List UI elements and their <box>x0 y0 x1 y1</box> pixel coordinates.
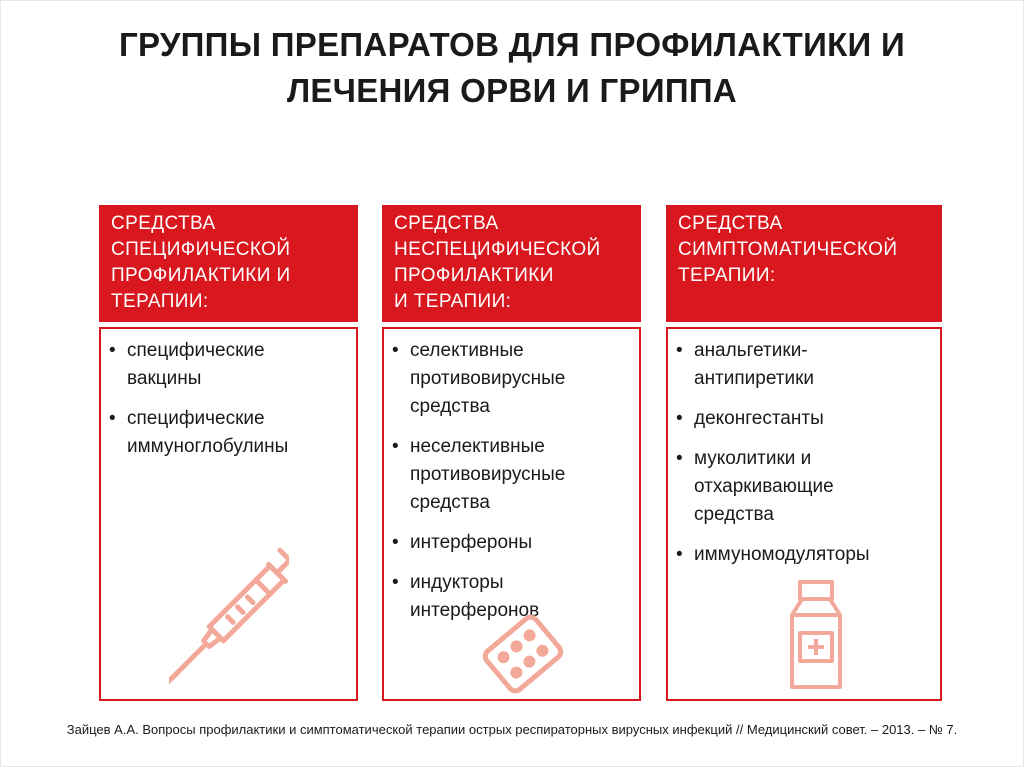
column-symptomatic-therapy <box>666 205 942 565</box>
item-line: средства <box>410 492 490 513</box>
list-item <box>390 529 631 557</box>
item-line: средства <box>410 396 490 417</box>
title-line-2: ЛЕЧЕНИЯ ОРВИ И ГРИППА <box>286 72 738 109</box>
medicine-bottle-icon <box>786 579 846 693</box>
column-body <box>666 327 942 701</box>
list-item <box>390 337 631 421</box>
list-item <box>674 445 932 529</box>
column-header <box>99 205 358 322</box>
list-item <box>674 405 932 433</box>
header-line: ПРОФИЛАКТИКИ <box>394 265 554 286</box>
item-line: средства <box>694 504 774 525</box>
item-line: антипиретики <box>694 368 815 389</box>
page-title <box>40 22 984 114</box>
header-line: ТЕРАПИИ: <box>678 265 776 286</box>
item-line: отхаркивающие <box>694 476 834 497</box>
source-citation: Зайцев А.А. Вопросы профилактики и симптоматической терапии острых респираторных вирусных инфекций // Медицинский совет. – 2013. – № 7. <box>66 722 958 737</box>
header-line: СРЕДСТВА <box>111 213 216 234</box>
item-line: индукторы <box>410 572 504 593</box>
item-line: деконгестанты <box>694 408 824 429</box>
header-line: ТЕРАПИИ: <box>111 291 209 312</box>
bullet: • <box>392 340 399 361</box>
list-item <box>674 337 932 393</box>
item-line: муколитики и <box>694 448 812 469</box>
header-line: СРЕДСТВА <box>678 213 783 234</box>
bullet: • <box>109 408 116 429</box>
column-body <box>99 327 358 701</box>
bullet: • <box>676 448 683 469</box>
column-header <box>666 205 942 322</box>
item-line: селективные <box>410 340 524 361</box>
column-nonspecific-prophylaxis <box>382 205 641 621</box>
bullet: • <box>676 340 683 361</box>
pill-blister-icon <box>482 612 564 696</box>
bullet: • <box>392 572 399 593</box>
header-line: ПРОФИЛАКТИКИ И <box>111 265 291 286</box>
syringe-icon <box>169 547 289 695</box>
item-line: противовирусные <box>410 368 566 389</box>
item-line: противовирусные <box>410 464 566 485</box>
item-line: иммуномодуляторы <box>694 544 870 565</box>
bullet: • <box>676 408 683 429</box>
item-line: специфические <box>127 340 265 361</box>
item-line: интерферонов <box>410 600 540 621</box>
bullet: • <box>676 544 683 565</box>
title-line-1: ГРУППЫ ПРЕПАРАТОВ ДЛЯ ПРОФИЛАКТИКИ И <box>118 26 906 63</box>
item-line: специфические <box>127 408 265 429</box>
list-item <box>674 541 932 569</box>
header-line: НЕСПЕЦИФИЧЕСКОЙ <box>394 239 601 260</box>
column-header <box>382 205 641 322</box>
list-item <box>107 337 348 393</box>
bullet: • <box>392 436 399 457</box>
column-specific-prophylaxis <box>99 205 358 457</box>
header-line: СРЕДСТВА <box>394 213 499 234</box>
item-line: анальгетики- <box>694 340 808 361</box>
bullet: • <box>109 340 116 361</box>
bullet: • <box>392 532 399 553</box>
item-line: иммуноглобулины <box>127 436 289 457</box>
list-item <box>107 405 348 461</box>
item-line: неселективные <box>410 436 545 457</box>
column-body <box>382 327 641 701</box>
item-line: интерфероны <box>410 532 533 553</box>
header-line: И ТЕРАПИИ: <box>394 291 512 312</box>
list-item <box>390 433 631 517</box>
item-line: вакцины <box>127 368 202 389</box>
header-line: СИМПТОМАТИЧЕСКОЙ <box>678 239 898 260</box>
header-line: СПЕЦИФИЧЕСКОЙ <box>111 239 291 260</box>
